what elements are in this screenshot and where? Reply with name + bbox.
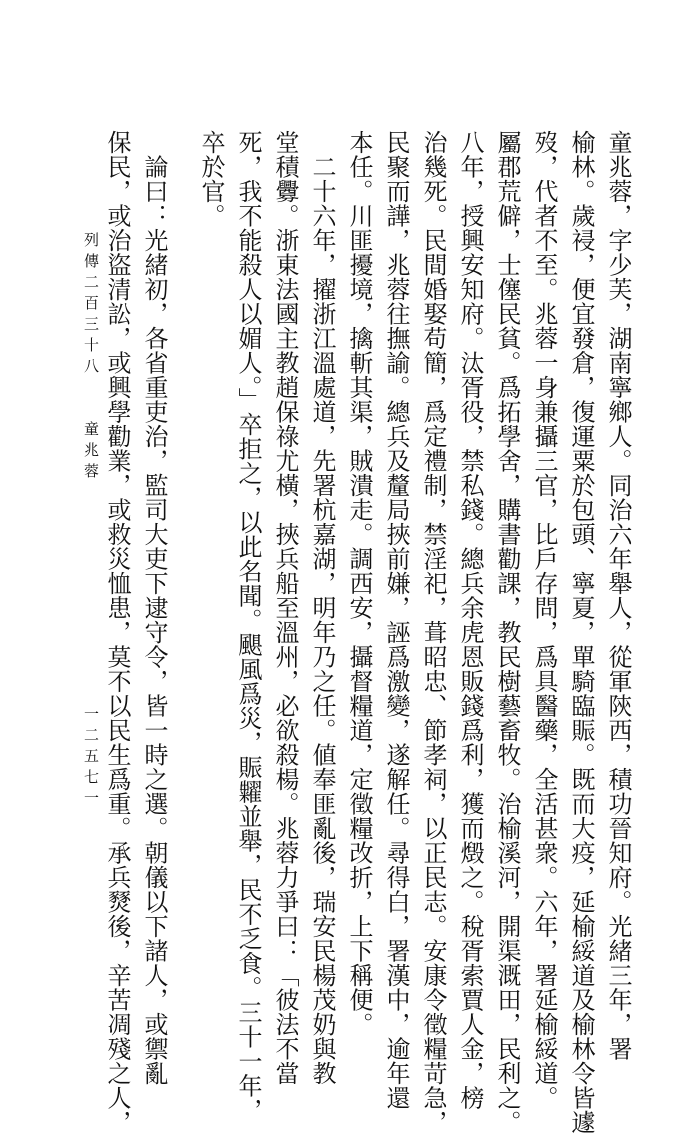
- text-column: 保民，或治盜清訟，或興學勸業，或救災恤患，莫不以民生爲重。承兵燹後，辛苦凋殘之人，: [103, 130, 131, 1135]
- running-title: 列傳二百三十八 童兆蓉: [82, 232, 100, 484]
- text-column: 屬郡荒僻，士僿民貧。爲拓學舍，購書勸課，教民樹藝畜牧。治榆溪河，開渠溉田，民利之。: [493, 130, 521, 1135]
- text-column: 二十六年，擢浙江溫處道，先署杭嘉湖，明年乃之任。値奉匪亂後，瑞安民楊茂奶與教: [308, 130, 336, 1086]
- text-column: 榆林。歲祲，便宜發倉，復運粟於包頭、寧夏，單騎臨賑。既而大疫，延榆綏道及榆林令皆遽: [567, 130, 595, 1135]
- text-column: 歿，代者不至。兆蓉一身兼攝三官，比戶存問，爲具醫藥，全活甚衆。六年，署延榆綏道。: [530, 130, 558, 1110]
- text-column: 死，我不能殺人以媚人。」卒拒之，以此名聞。颶風爲災，賑糶並舉，民不乏食。三十一年，: [234, 130, 262, 1123]
- page-number: 一二五七一: [82, 706, 100, 811]
- text-column: 八年，授興安知府。汰胥役，禁私錢。總兵余虎恩販錢爲利，獲而燬之。稅胥索賈人金，榜: [456, 130, 484, 1110]
- text-column: 民聚而譁，兆蓉往撫諭。總兵及釐局挾前嫌，誣爲激變，遂解任。尋得白，署漢中，逾年還: [382, 130, 410, 1110]
- text-column: 本任。川匪擾境，擒斬其渠，賊潰走。調西安，攝督糧道，定徵糧改折，上下稱便。: [345, 130, 373, 1037]
- text-column: 卒於官。: [197, 130, 225, 228]
- text-column: 論曰：光緒初，各省重吏治，監司大吏下逮守令，皆一時之選。朝儀以下諸人，或禦亂: [140, 130, 168, 1086]
- text-column: 童兆蓉，字少芙，湖南寧鄉人。同治六年舉人，從軍陝西，積功晉知府。光緒三年，署: [604, 130, 632, 1061]
- text-column: 堂積釁。浙東法國主教趙保祿尤橫，挾兵船至溫州，必欲殺楊。兆蓉力爭曰：「彼法不當: [271, 130, 299, 1086]
- text-column: 治幾死。民間婚娶苟簡，爲定禮制，禁淫祀，葺昭忠、節孝祠，以正民志。安康令徵糧苛急，: [419, 130, 447, 1135]
